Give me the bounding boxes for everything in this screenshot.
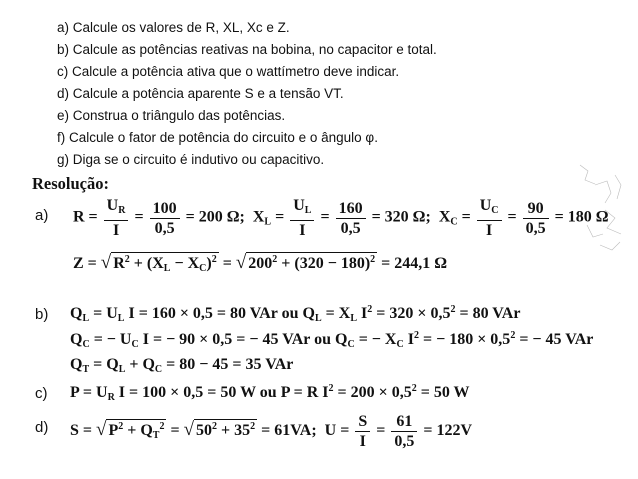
marker-c: c) [35,385,48,402]
equation-b2: $Q_C$ = − $U_C$ I = − 90 × 0,5 = − 45 VAr ou $Q_C$ = − $X_C$ $I^2$ = − $180 \times 0,5^2$ = − 45 VAr [70,330,594,350]
equation-a2: Z = √ $R^2 + (X_L - X_C)^2$ = √ $200^2 + (320 - 180)^2 = 244,1$ Ω [73,252,448,274]
question-a: a) Calcule os valores de R, XL, Xc e Z. [57,20,290,35]
marker-b: b) [35,306,49,323]
question-c: c) Calcule a potência ativa que o wattímetro deve indicar. [57,64,400,79]
marker-a: a) [35,207,49,224]
question-e: e) Construa o triângulo das potências. [57,108,286,123]
resolution-heading: Resolução: [32,174,109,193]
question-b: b) Calcule as potências reativas na bobina, no capacitor e total. [57,42,437,57]
question-g: g) Diga se o circuito é indutivo ou capacitivo. [57,152,325,167]
equation-d1: S = √ $P^2 + Q_T^2$ = √ $50^2 + 35^2 = 61VA$; U = $\frac{S}{I}$ = $\frac{61}{0,5}$ = 122V [70,413,473,450]
scan-noise [575,155,635,265]
equation-b3: $Q_T = Q_L + Q_C = 80 - 45 = 35$ VAr [70,356,294,375]
equation-a1: R = $\frac{U_R}{I}$ = $\frac{100}{0,5}$ = 200 Ω; $X_L$ = $\frac{U_L}{I}$ = $\frac{160}{0,5}$ = 320 Ω; $X_C$ = $\frac{U_C}{I}$ = $\frac{90}{0,5}$ = 180 Ω [73,197,609,239]
question-f: f) Calcule o fator de potência do circuito e o ângulo φ. [57,130,378,145]
marker-d: d) [35,419,49,436]
equation-b1: $Q_L = U_L$ I = 160 × 0,5 = 80 VAr ou $Q_L = X_L$ $I^2 = 320 \times 0,5^2 = 80$ VAr [70,304,521,324]
question-d: d) Calcule a potência aparente S e a tensão VT. [57,86,344,101]
equation-c1: $P = U_R$ I = 100 × 0,5 = 50 W ou P = R $I^2 = 200 \times 0,5^2 = 50$ W [70,383,470,403]
